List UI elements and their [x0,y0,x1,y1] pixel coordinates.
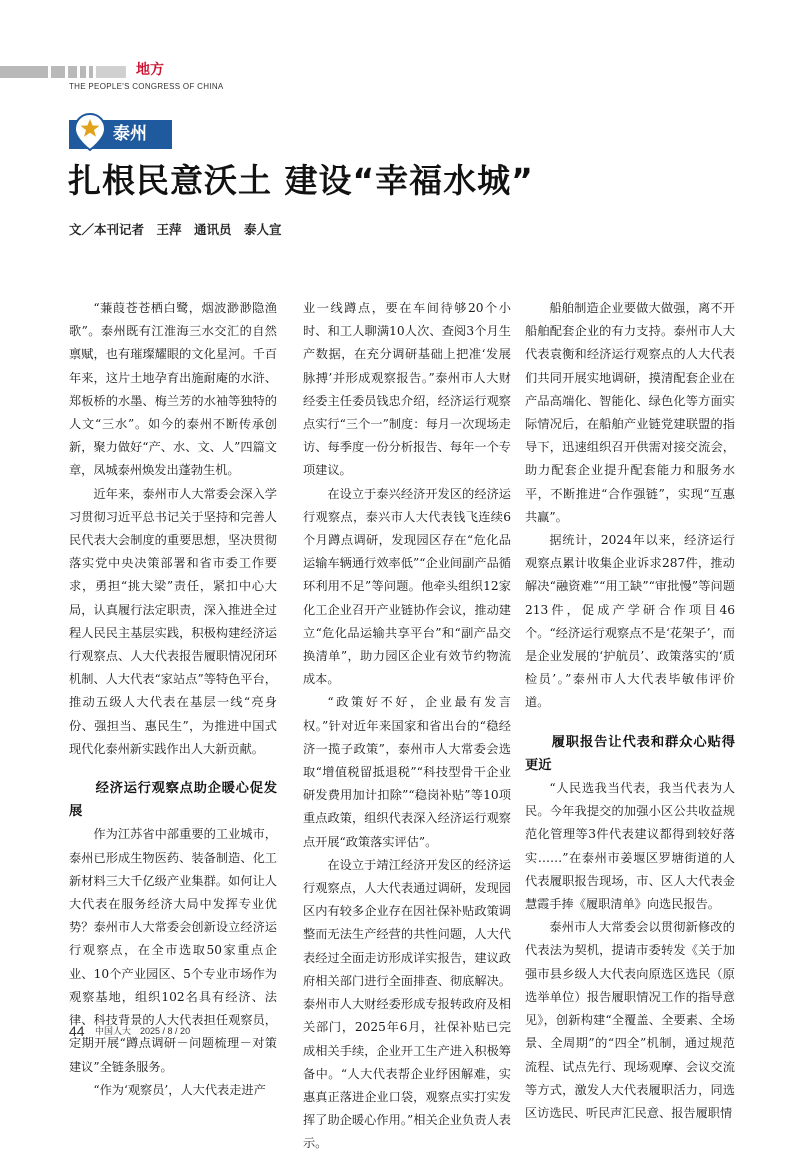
map-pin-star-icon [72,112,108,152]
page-footer [69,1022,190,1040]
article-column-2 [303,297,511,1151]
section-name-english: THE PEOPLE'S CONGRESS OF CHINA [69,82,224,91]
article-column-1 [69,297,277,1097]
article-byline: 文／本刊记者 王萍 通讯员 泰人宣 [69,222,282,237]
subheading: 履职报告让代表和群众心贴得更近 [525,734,735,773]
paragraph: “作为‘观察员’，人大代表走进产 [93,1082,266,1097]
page-number: 44 [69,1022,85,1039]
article-title: 扎根民意沃土 建设“幸福水城” [68,161,534,200]
paragraph: “人民选我当代表，我当代表为人民。今年我提交的加强小区公共收益规范化管理等3件代表建议都得到较好落实……”在泰州市姜堰区罗塘街道的人代表履职报告现场，市、区人大代表金慧霞手捧《履职清单》向选民报告。 [525,781,735,912]
paragraph: 业一线蹲点，要在车间待够20个小时、和工人聊满10人次、查阅3个月生产数据，在充分调研基础上把准‘发展脉搏’并形成观察报告。”泰州市人大财经委主任委员钱忠介绍，经济运行观察点实行“三个一”制度：每月一次现场走访、每季度一份分析报告、每年一个专项建议。 [303,301,511,478]
paragraph: 近年来，泰州市人大常委会深入学习贯彻习近平总书记关于坚持和完善人民代表大会制度的重要思想，坚决贯彻落实党中央决策部署和省市委工作要求，勇担“挑大梁”责任，紧扣中心大局，认真履行法定职责，深入推进全过程人民民主基层实践，积极构建经济运行观察点、人大代表报告履职情况闭环机制、人大代表“家站点”等特色平台，推动五级人大代表在基层一线“亮身份、强担当、惠民生”，为推进中国式现代化泰州新实践作出人大新贡献。 [69,486,277,756]
paragraph: 据统计，2024年以来，经济运行观察点累计收集企业诉求287件，推动解决“融资难”“用工缺”“审批慢”等问题213件，促成产学研合作项目46个。“经济运行观察点不是‘花架子’，而是企业发展的‘护航员’、政策落实的‘质检员’。”泰州市人大代表毕敏伟评价道。 [525,533,735,710]
paragraph: “政策好不好，企业最有发言权。”针对近年来国家和省出台的“稳经济一揽子政策”，泰州市人大常委会选取“增值税留抵退税”“科技型骨干企业研发费用加计扣除”“稳岗补贴”等10项重点政策，组织代表深入经济运行观察点开展“政策落实评估”。 [303,695,511,849]
paragraph: 作为江苏省中部重要的工业城市，泰州已形成生物医药、装备制造、化工新材料三大千亿级产业集群。如何让人大代表在服务经济大局中发挥专业优势？泰州市人大常委会创新设立经济运行观察点，在全市选取50家重点企业、10个产业园区、5个专业市场作为观察基地，组织102名具有经济、法律、科技背景的人大代表担任观察员，定期开展“蹲点调研－问题梳理－对策建议”全链条服务。 [69,827,277,1074]
paragraph: “蒹葭苍苍栖白鹭，烟波渺渺隐渔歌”。泰州既有江淮海三水交汇的自然禀赋，也有璀璨耀眼的文化星河。千百年来，这片土地孕育出施耐庵的水浒、郑板桥的水墨、梅兰芳的水袖等独特的人文“三水”。如今的泰州不断传承创新，聚力做好“产、水、文、人”四篇文章，凤城泰州焕发出蓬勃生机。 [69,301,277,478]
location-tag-label: 泰州 [113,124,147,144]
paragraph: 在设立于靖江经济开发区的经济运行观察点，人大代表通过调研，发现园区内有较多企业存在因社保补贴政策调整而无法生产经营的共性问题，人大代表经过全面走访形成详实报告，建议政府相关部门进行全面排查、彻底解决。泰州市人大财经委形成专报转政府及相关部门，2025年6月，社保补贴已完成相关手续，企业开工生产进入积极筹备中。“人大代表帮企业纾困解难，实惠真正落进企业口袋，观察点实打实发挥了助企暖心作用。”相关企业负责人表示。 [303,857,511,1151]
publication-info: 中国人大 2025 / 8 / 20 [95,1026,191,1037]
header-decorative-bars [0,66,132,78]
article-column-3 [525,297,735,1120]
paragraph: 船舶制造企业要做大做强，离不开船舶配套企业的有力支持。泰州市人大代表袁衡和经济运行观察点的人大代表们共同开展实地调研，摸清配套企业在产品高端化、智能化、绿色化等方面实际情况后，在船舶产业链党建联盟的指导下，迅速组织召开供需对接交流会，助力配套企业提升配套能力和服务水平，不断推进“合作强链”，实现“互惠共赢”。 [525,301,735,524]
paragraph: 在设立于泰兴经济开发区的经济运行观察点，泰兴市人大代表钱飞连续6个月蹲点调研，发现园区存在“危化品运输车辆通行效率低”“企业间副产品循环利用不足”等问题。他牵头组织12家化工企业召开产业链协作会议，推动建立“危化品运输共享平台”和“副产品交换清单”，助力园区企业有效节约物流成本。 [303,486,511,687]
paragraph: 泰州市人大常委会以贯彻新修改的代表法为契机，提请市委转发《关于加强市县乡级人大代表向原选区选民（原选举单位）报告履职情况工作的指导意见》，创新构建“全覆盖、全要素、全场景、全周期”的“四全”机制，通过规范流程、试点先行、现场观摩、会议交流等方式，激发人大代表履职活力，同选区访选民、听民声汇民意、报告履职情 [525,920,735,1120]
section-name: 地方 [136,62,164,78]
subheading: 经济运行观察点助企暖心促发展 [69,781,277,820]
